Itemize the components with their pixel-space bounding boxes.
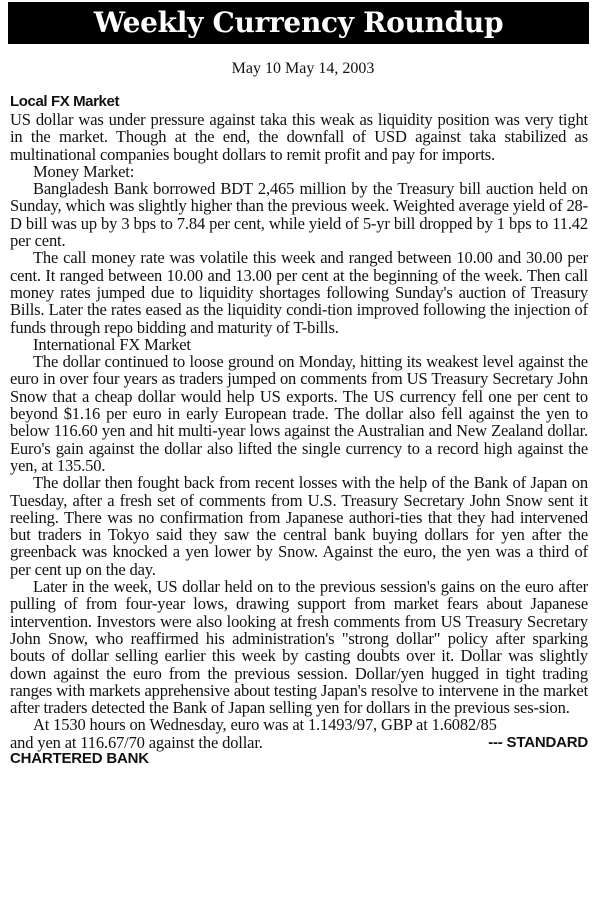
- date-range: May 10 May 14, 2003: [231, 60, 375, 77]
- money-market-paragraph-1: Bangladesh Bank borrowed BDT 2,465 million by the Treasury bill auction held on Sunday, which was slightly higher than the previous week. Weighted average yield of 28-D bill was up by 3 bps to 7.84 per cent, while yield of 5-yr bill dropped by 1 bps to 11.42 per cent.: [10, 179, 588, 251]
- international-fx-paragraph-3: Later in the week, US dollar held on to the previous session's gains on the euro after pulling of from four-year lows, drawing support from market fears about Japanese intervention. Investors were also looking at fresh comments from US Treasury Secretary John Snow, who reaffirmed his administration's "strong dollar" policy after sparking bouts of dollar selling earlier this week by casting doubts over it. Dollar was slightly down against the euro from the previous session. Dollar/yen hugged in tight trading ranges with markets apprehensive about testing Japan's resolve to intervene in the market after traders detected the Bank of Japan selling yen for dollars in the previous ses-sion.: [10, 577, 588, 718]
- bank-name: CHARTERED BANK: [10, 749, 149, 767]
- local-fx-heading: Local FX Market: [10, 93, 120, 110]
- international-fx-paragraph-2: The dollar then fought back from recent losses with the help of the Bank of Japan on Tuesday, after a fresh set of comments from U.S. Treasury Secretary John Snow sent it reeling. There was no confirmation from Japanese authori-ties that they had intervened but traders in Tokyo said they saw the central bank buying dollars for yen after the greenback was knocked a yen lower by Snow. Against the euro, the yen was a third of per cent up on the day.: [10, 473, 588, 579]
- article-body: [10, 92, 588, 767]
- page-title: Weekly Currency Roundup: [8, 2, 589, 44]
- signature: --- STANDARD: [488, 733, 588, 751]
- money-market-paragraph-2: The call money rate was volatile this week and ranged between 10.00 and 30.00 per cent. It ranged between 10.00 and 13.00 per cent at the beginning of the week. Then call money rates jumped due to liquidity shortages following Sunday's auction of Treasury Bills. Later the rates eased as the liquidity condi-tion improved following the injection of funds through repo bidding and maturity of T-bills.: [10, 248, 588, 337]
- international-fx-paragraph-1: The dollar continued to loose ground on Monday, hitting its weakest level against the euro in over four years as traders jumped on comments from US Treasury Secretary John Snow that a cheap dollar would help US exports. The US currency fell one per cent to beyond $1.16 per euro in early European trade. The dollar also fell against the yen to below 116.60 yen and hit multi-year lows against the Australian and New Zealand dollar. Euro's gain against the dollar also lifted the single currency to a record high against the yen, at 135.50.: [10, 352, 588, 475]
- local-fx-paragraph: US dollar was under pressure against taka this weak as liquidity position was very tight in the market. Though at the end, the downfall of USD against taka stabilized as multinational companies bought dollars to remit profit and pay for imports.: [10, 110, 588, 164]
- international-fx-heading: International FX Market: [33, 334, 191, 354]
- closing-last-line: [10, 734, 588, 751]
- money-market-heading: Money Market:: [33, 161, 135, 181]
- closing-line-2: and yen at 116.67/70 against the dollar.: [10, 732, 263, 752]
- closing-paragraph: At 1530 hours on Wednesday, euro was at 1.1493/97, GBP at 1.6082/85: [33, 715, 497, 735]
